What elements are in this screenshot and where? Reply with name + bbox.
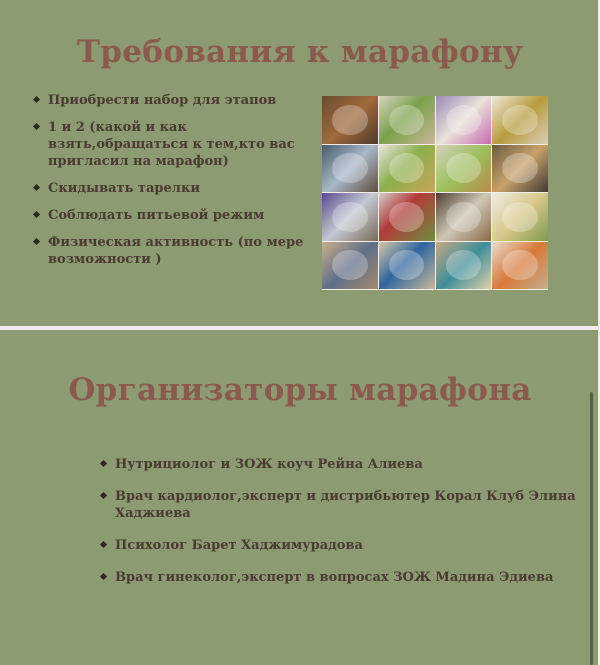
food-photo xyxy=(379,145,435,193)
list-item: Приобрести набор для этапов xyxy=(34,92,304,109)
food-photo xyxy=(436,145,492,193)
list-item: Врач кардиолог,эксперт и дистрибьютер Корал Клуб Элина Хаджиева xyxy=(101,488,591,522)
scrollbar[interactable] xyxy=(590,392,593,665)
food-photo xyxy=(492,193,548,241)
food-photo xyxy=(322,145,378,193)
food-photo xyxy=(322,242,378,290)
requirements-title: Требования к марафону xyxy=(76,34,524,70)
list-item: Скидывать тарелки xyxy=(34,180,304,197)
food-photo xyxy=(379,193,435,241)
food-photo xyxy=(436,193,492,241)
food-photo xyxy=(379,96,435,144)
food-photo xyxy=(322,96,378,144)
list-item: Физическая активность (по мере возможности ) xyxy=(34,234,304,268)
requirements-list xyxy=(34,92,304,278)
list-item: Врач гинеколог,эксперт в вопросах ЗОЖ Мадина Эдиева xyxy=(101,569,591,586)
food-photo xyxy=(379,242,435,290)
food-photo xyxy=(492,145,548,193)
food-photo xyxy=(436,96,492,144)
food-photo-collage xyxy=(322,96,548,290)
food-photo xyxy=(492,242,548,290)
list-item: 1 и 2 (какой и как взять,обращаться к тем,кто вас пригласил на марафон) xyxy=(34,119,304,170)
food-photo xyxy=(492,96,548,144)
organizers-list xyxy=(101,456,591,601)
list-item: Нутрициолог и ЗОЖ коуч Рейна Алиева xyxy=(101,456,591,473)
organizers-title: Организаторы марафона xyxy=(68,372,532,408)
list-item: Соблюдать питьевой режим xyxy=(34,207,304,224)
food-photo xyxy=(322,193,378,241)
list-item: Психолог Барет Хаджимурадова xyxy=(101,537,591,554)
food-photo xyxy=(436,242,492,290)
